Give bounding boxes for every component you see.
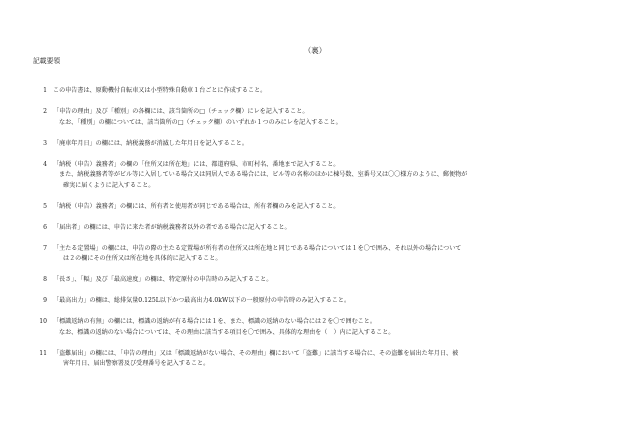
instruction-line: 「主たる定置場」の欄には、申告の際の主たる定置場が所有者の住所又は所在地と同じである場合については１を〇で囲み、それ以外の場合について xyxy=(53,244,462,252)
instruction-line: 「最高出力」の欄は、総排気量0.125L以下かつ最高出力4.0kW以下の一般原付の申告時のみ記入すること。 xyxy=(53,297,351,304)
instruction-line: なお、標識の返納のない場合については、その理由に該当する項目を〇で囲み、具体的な理由を（ ）内に記入すること。 xyxy=(59,328,395,336)
instruction-item xyxy=(33,86,628,97)
instruction-text xyxy=(53,86,628,97)
instruction-text xyxy=(53,244,628,265)
instruction-text xyxy=(53,160,628,192)
instruction-number: 11 xyxy=(39,349,47,357)
section-title: 記載要領 xyxy=(33,57,61,65)
instruction-text xyxy=(53,296,628,307)
instruction-item xyxy=(33,317,628,338)
instruction-text xyxy=(53,275,628,286)
instruction-list xyxy=(33,86,628,380)
instruction-number: 9 xyxy=(43,297,47,304)
instruction-number: 6 xyxy=(43,223,47,231)
page-heading: （裏） xyxy=(303,46,327,55)
instruction-line: 「長さ」、「幅」及び「最高速度」の欄は、特定原付の申告時のみ記入すること。 xyxy=(53,276,273,283)
instruction-line: 「盗難届出」の欄には、「申告の理由」又は「標識返納がない場合、その理由」欄において「盗難」に該当する場合に、その盗難を届出た年月日、被 xyxy=(53,349,459,357)
instruction-line: は２の欄にその住所又は所在地を具体的に記入すること。 xyxy=(63,255,222,262)
instruction-number: 5 xyxy=(43,202,47,210)
instruction-item xyxy=(33,160,628,192)
instruction-item xyxy=(33,349,628,370)
instruction-text xyxy=(53,317,628,338)
instruction-item xyxy=(33,244,628,265)
instruction-item xyxy=(33,223,628,234)
instruction-line: この申告書は、原動機付自転車又は小型特殊自動車１台ごとに作成すること。 xyxy=(53,87,267,94)
instruction-item xyxy=(33,107,628,128)
instruction-line: 「申告の理由」及び「種別」の各欄には、該当箇所の□（チェック欄）にレを記入すること。 xyxy=(53,108,309,115)
instruction-number: 10 xyxy=(39,318,47,325)
instruction-number: 7 xyxy=(43,244,47,252)
instruction-item xyxy=(33,139,628,150)
instruction-line: 「標識返納の有無」の欄には、標識の返納が有る場合には１を、また、標識の返納のない場合には２を〇で囲むこと。 xyxy=(53,318,376,325)
instruction-text xyxy=(53,202,628,213)
instruction-line: また、納税義務者等がビル等に入居している場合又は同居人である場合には、ビル等の名称のほかに棟号数、室番号又は〇〇様方のように、郵便物が xyxy=(59,171,468,178)
instruction-number: 8 xyxy=(43,276,47,283)
instruction-line: 確実に届くように記入すること。 xyxy=(63,181,155,189)
instruction-number: 3 xyxy=(43,139,47,147)
instruction-line: 「廃車年月日」の欄には、納税義務が消滅した年月日を記入すること。 xyxy=(53,139,248,147)
instruction-number: 2 xyxy=(43,108,47,115)
instruction-text xyxy=(53,139,628,150)
instruction-line: 「届出者」の欄には、申告に来た者が納税義務者以外の者である場合に記入すること。 xyxy=(53,223,291,231)
instruction-number: 1 xyxy=(43,87,47,94)
instruction-line: なお、「種別」の欄については、該当箇所の□（チェック欄）のいずれか１つのみにレを記入すること。 xyxy=(59,118,342,126)
instruction-line: 害年月日、届出警察署及び受理番号を記入すること。 xyxy=(63,360,210,367)
instruction-line: 「納税（申告）義務者」の欄の「住所又は所在地」には、都道府県、市町村名、番地まで記入すること。 xyxy=(53,160,340,168)
instruction-item xyxy=(33,296,628,307)
instruction-item xyxy=(33,275,628,286)
instruction-text xyxy=(53,349,628,370)
instruction-number: 4 xyxy=(43,160,47,168)
instruction-line: 「納税（申告）義務者」の欄には、所有者と使用者が同じである場合は、所有者欄のみを記入すること。 xyxy=(53,202,340,210)
instruction-text xyxy=(53,107,628,128)
instruction-text xyxy=(53,223,628,234)
instruction-item xyxy=(33,202,628,213)
